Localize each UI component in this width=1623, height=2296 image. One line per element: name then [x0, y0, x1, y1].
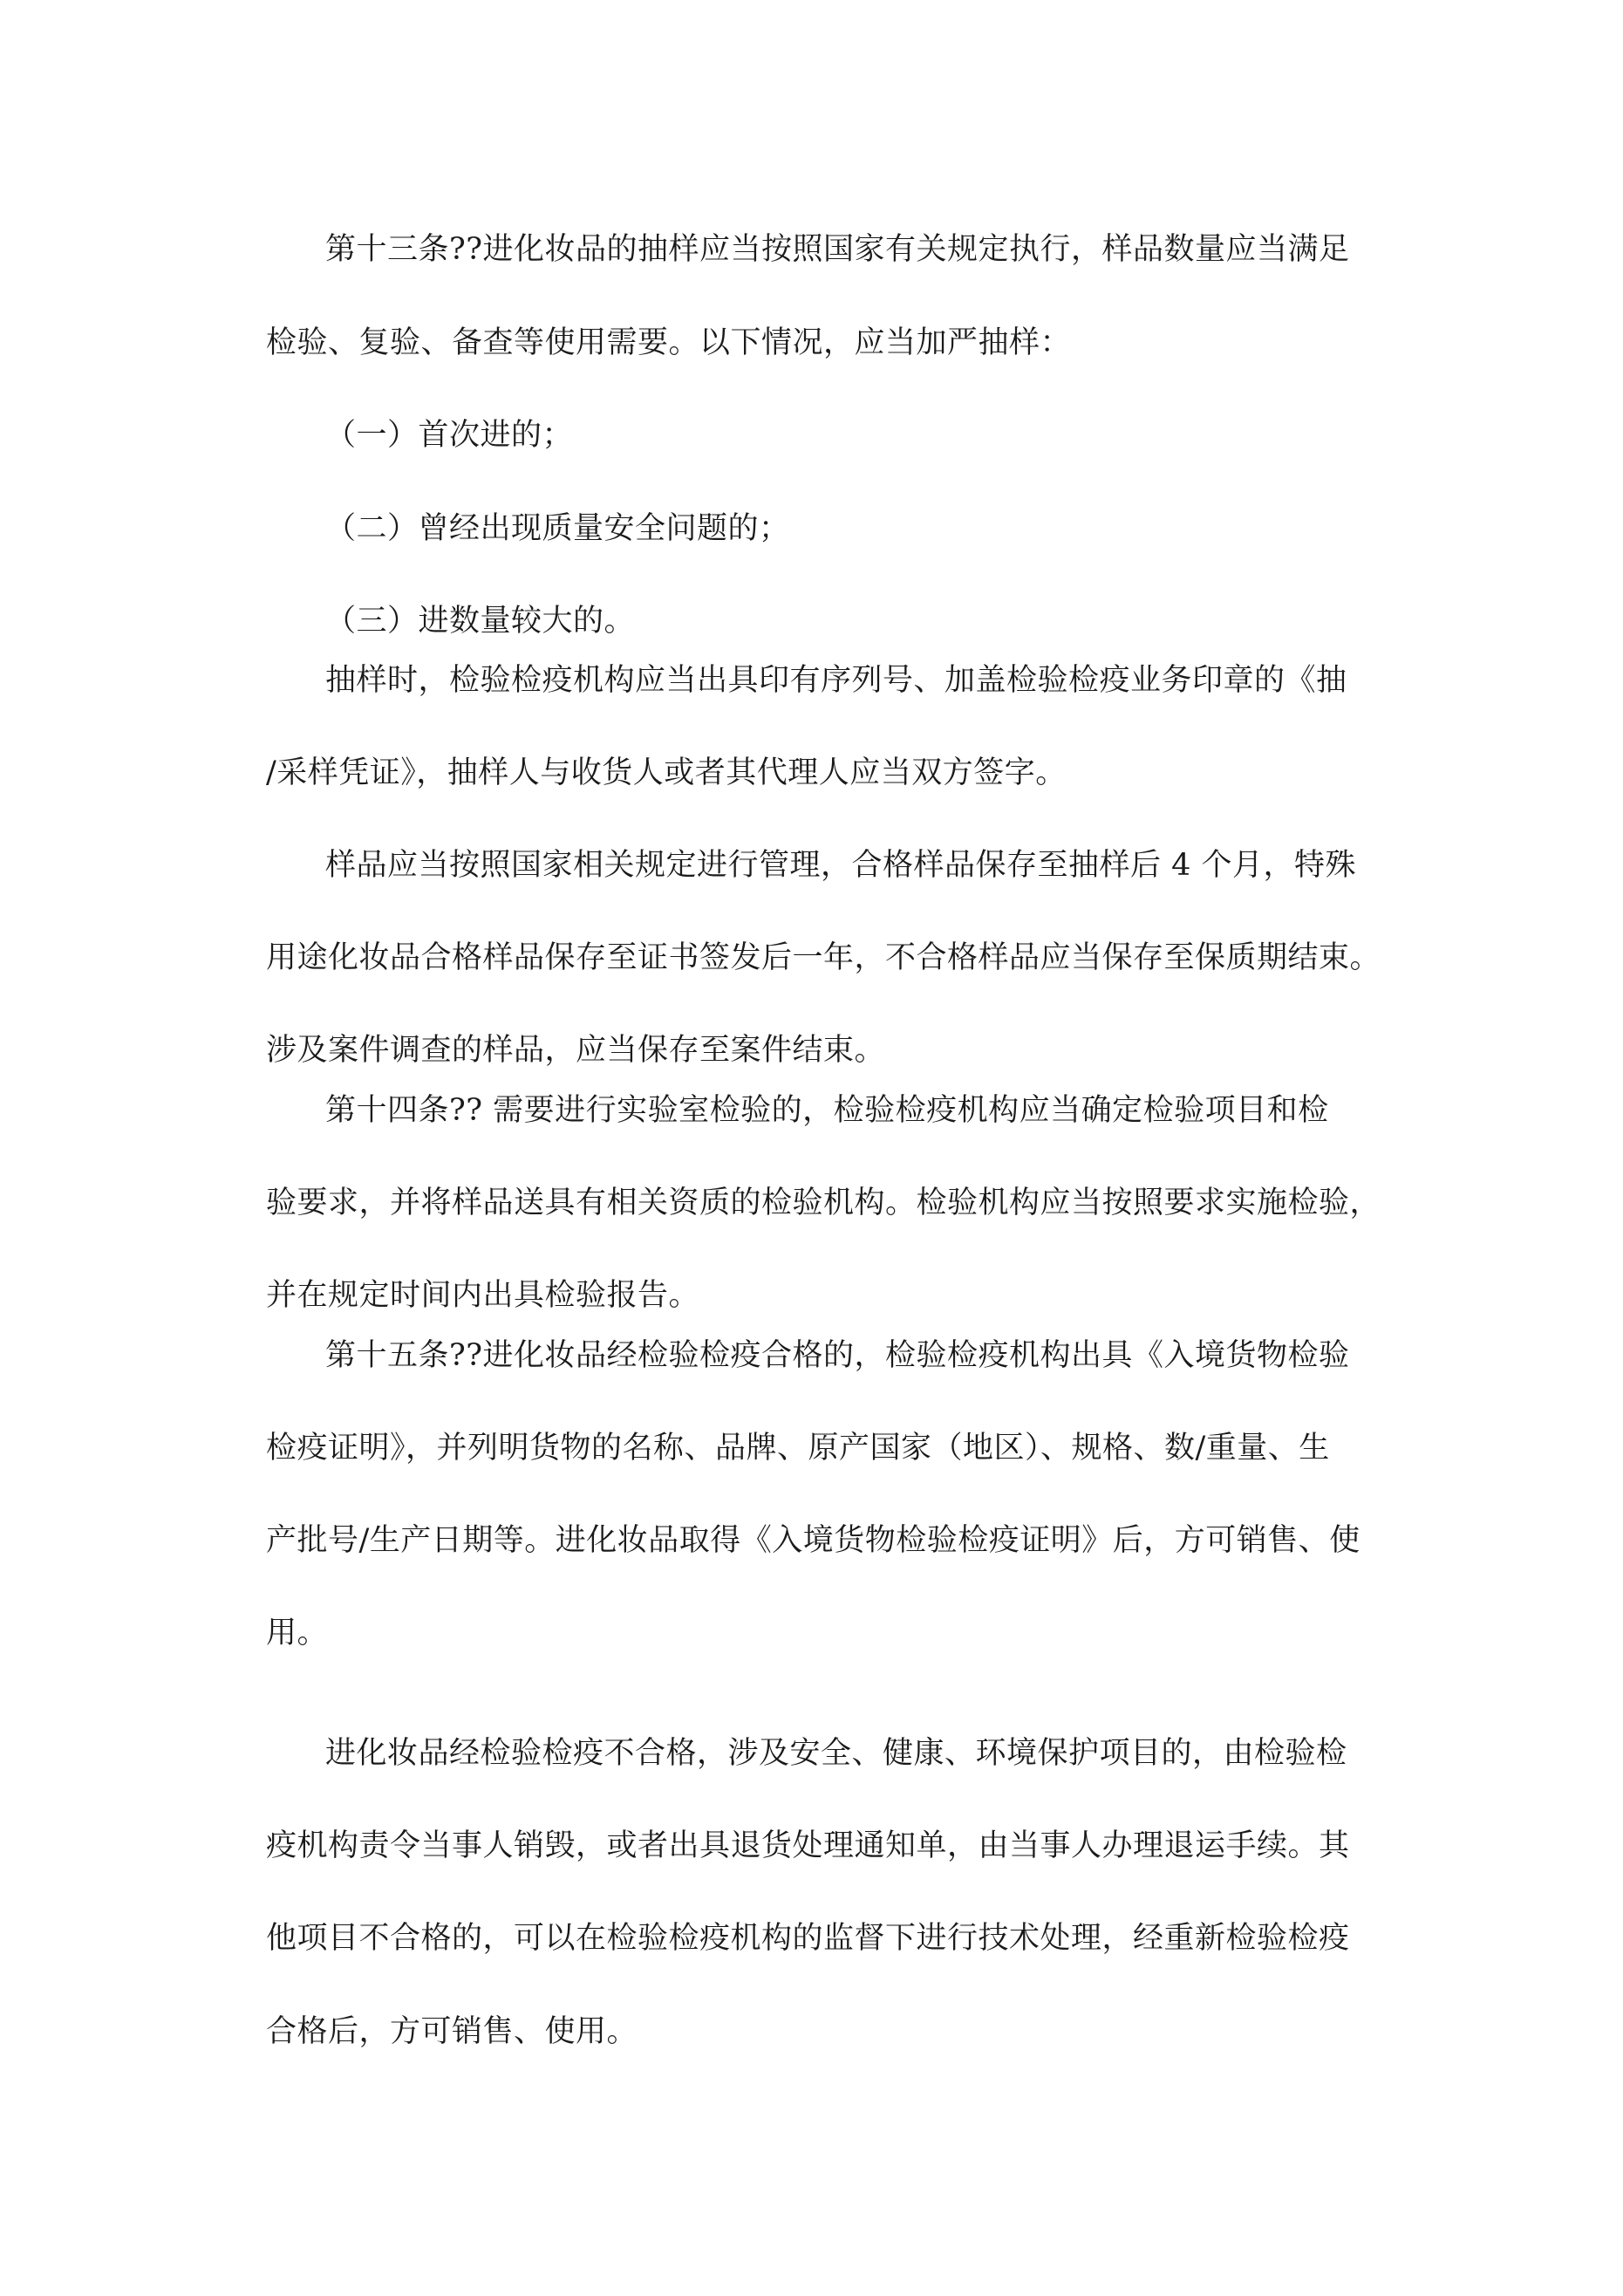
text-line: （三）进数量较大的。	[325, 604, 636, 639]
text-line: 抽样时，检验检疫机构应当出具印有序列号、加盖检验检疫业务印章的《抽	[325, 663, 1347, 698]
text-line: 用。	[266, 1616, 329, 1650]
text-line: 进化妆品经检验检疫不合格，涉及安全、健康、环境保护项目的，由检验检	[325, 1736, 1347, 1771]
text-line: 检验、复验、备查等使用需要。以下情况，应当加严抽样：	[266, 325, 1072, 360]
text-line: 并在规定时间内出具检验报告。	[266, 1278, 700, 1313]
text-line: /采样凭证》，抽样人与收货人或者其代理人应当双方签字。	[266, 755, 1067, 790]
text-line: 验要求，并将样品送具有相关资质的检验机构。检验机构应当按照要求实施检验，	[266, 1186, 1381, 1220]
text-line: 第十五条??进化妆品经检验检疫合格的，检验检疫机构出具《入境货物检验	[325, 1338, 1350, 1373]
text-line: 他项目不合格的，可以在检验检疫机构的监督下进行技术处理，经重新检验检疫	[266, 1921, 1350, 1956]
text-line: 产批号/生产日期等。进化妆品取得《入境货物检验检疫证明》后，方可销售、使	[266, 1523, 1360, 1558]
text-line: 第十三条??进化妆品的抽样应当按照国家有关规定执行，样品数量应当满足	[325, 232, 1350, 267]
text-line: 涉及案件调查的样品，应当保存至案件结束。	[266, 1033, 886, 1068]
text-line: 样品应当按照国家相关规定进行管理，合格样品保存至抽样后 4 个月，特殊	[325, 848, 1357, 883]
text-line: 第十四条?? 需要进行实验室检验的，检验检疫机构应当确定检验项目和检	[325, 1093, 1329, 1128]
text-line: 检疫证明》，并列明货物的名称、品牌、原产国家（地区）、规格、数/重量、生	[266, 1431, 1330, 1466]
text-line: （一）首次进的；	[325, 418, 574, 453]
text-line: 用途化妆品合格样品保存至证书签发后一年，不合格样品应当保存至保质期结束。	[266, 940, 1381, 975]
text-line: （二）曾经出现质量安全问题的；	[325, 511, 790, 546]
text-line: 疫机构责令当事人销毁，或者出具退货处理通知单，由当事人办理退运手续。其	[266, 1828, 1350, 1863]
text-line: 合格后，方可销售、使用。	[266, 2014, 638, 2049]
